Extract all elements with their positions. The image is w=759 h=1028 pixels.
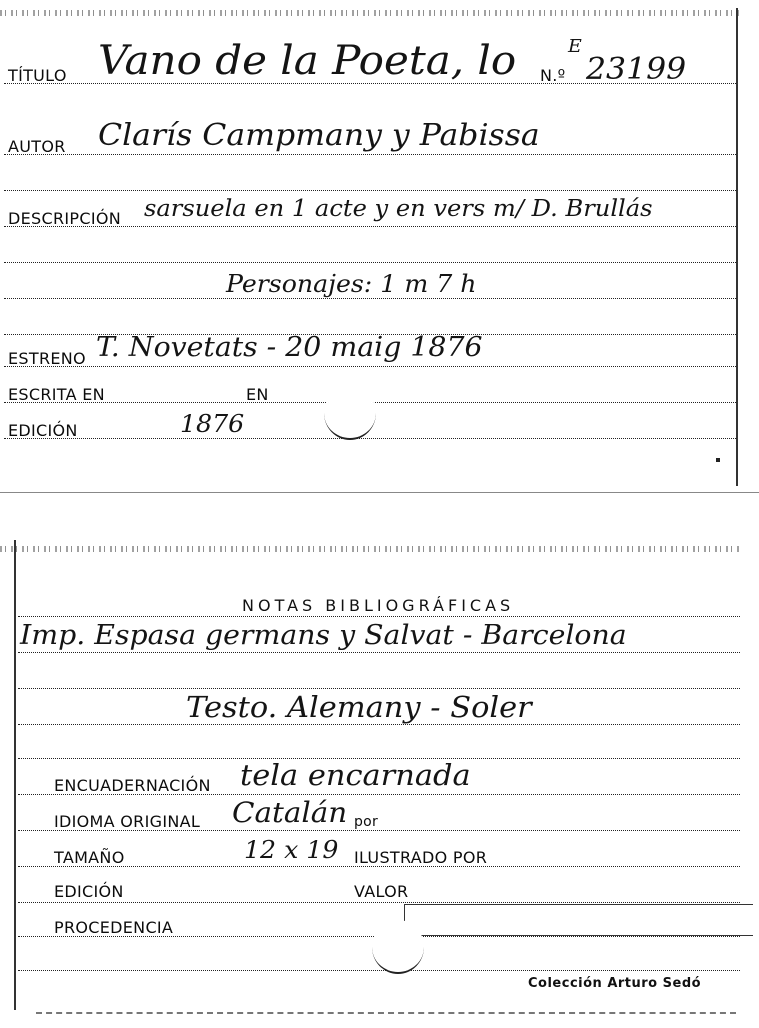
notas-line-1: Imp. Espasa germans y Salvat - Barcelona (20, 620, 627, 651)
numero-label: N.º (540, 66, 566, 85)
punch-hole (324, 386, 376, 440)
ruled-line (4, 298, 736, 299)
ruled-line (18, 724, 740, 725)
card-top-edge (0, 10, 740, 16)
por-label: por (354, 814, 379, 830)
card-top-edge (0, 546, 740, 552)
personajes-value: Personajes: 1 m 7 h (226, 270, 477, 298)
card-right-border (736, 8, 738, 486)
numero-prefix: E (568, 36, 582, 57)
ruled-line (4, 438, 736, 439)
autor-label: AUTOR (8, 137, 66, 156)
tamano-value: 12 x 19 (244, 836, 339, 864)
card-left-border (14, 540, 16, 1010)
idioma-label: IDIOMA ORIGINAL (54, 812, 201, 831)
ilustrado-label: ILUSTRADO POR (354, 848, 488, 867)
speck-mark (716, 458, 720, 462)
card-separator (0, 492, 759, 493)
ruled-line (18, 652, 740, 653)
ruled-line (4, 154, 736, 155)
edicion-label: EDICIÓN (8, 421, 78, 440)
ruled-line (4, 262, 736, 263)
titulo-value: Vano de la Poeta, lo (98, 38, 517, 84)
bottom-edge (36, 1012, 736, 1014)
estreno-value: T. Novetats - 20 maig 1876 (96, 332, 483, 363)
encuadernacion-value: tela encarnada (240, 758, 471, 792)
ruled-line (18, 902, 740, 903)
collection-footer: Colección Arturo Sedó (528, 976, 702, 991)
catalog-card-front (0, 8, 740, 486)
numero-value: 23199 (586, 52, 687, 87)
ruled-line (18, 970, 740, 971)
valor-label: VALOR (354, 882, 409, 901)
catalog-card-back (0, 540, 740, 1010)
escrita-label: ESCRITA EN (8, 385, 105, 404)
idioma-value: Catalán (232, 796, 348, 829)
titulo-label: TÍTULO (8, 66, 67, 85)
encuadernacion-label: ENCUADERNACIÓN (54, 776, 211, 795)
ruled-line (4, 190, 736, 191)
autor-value: Clarís Campmany y Pabissa (98, 118, 540, 153)
punch-hole (372, 920, 424, 974)
estreno-label: ESTRENO (8, 349, 86, 368)
descripcion-label: DESCRIPCIÓN (8, 209, 121, 228)
ruled-line (18, 616, 740, 617)
edicion-value: 1876 (180, 410, 245, 438)
edicion-label-back: EDICIÓN (54, 882, 124, 901)
procedencia-label: PROCEDENCIA (54, 918, 174, 937)
ruled-line (4, 366, 736, 367)
procedencia-box (404, 904, 753, 936)
tamano-label: TAMAÑO (54, 848, 125, 867)
en-label: EN (246, 385, 269, 404)
descripcion-value: sarsuela en 1 acte y en vers m/ D. Brullás (144, 196, 653, 222)
notas-heading: NOTAS BIBLIOGRÁFICAS (242, 596, 515, 615)
ruled-line (18, 688, 740, 689)
notas-line-2: Testo. Alemany - Soler (186, 690, 532, 724)
